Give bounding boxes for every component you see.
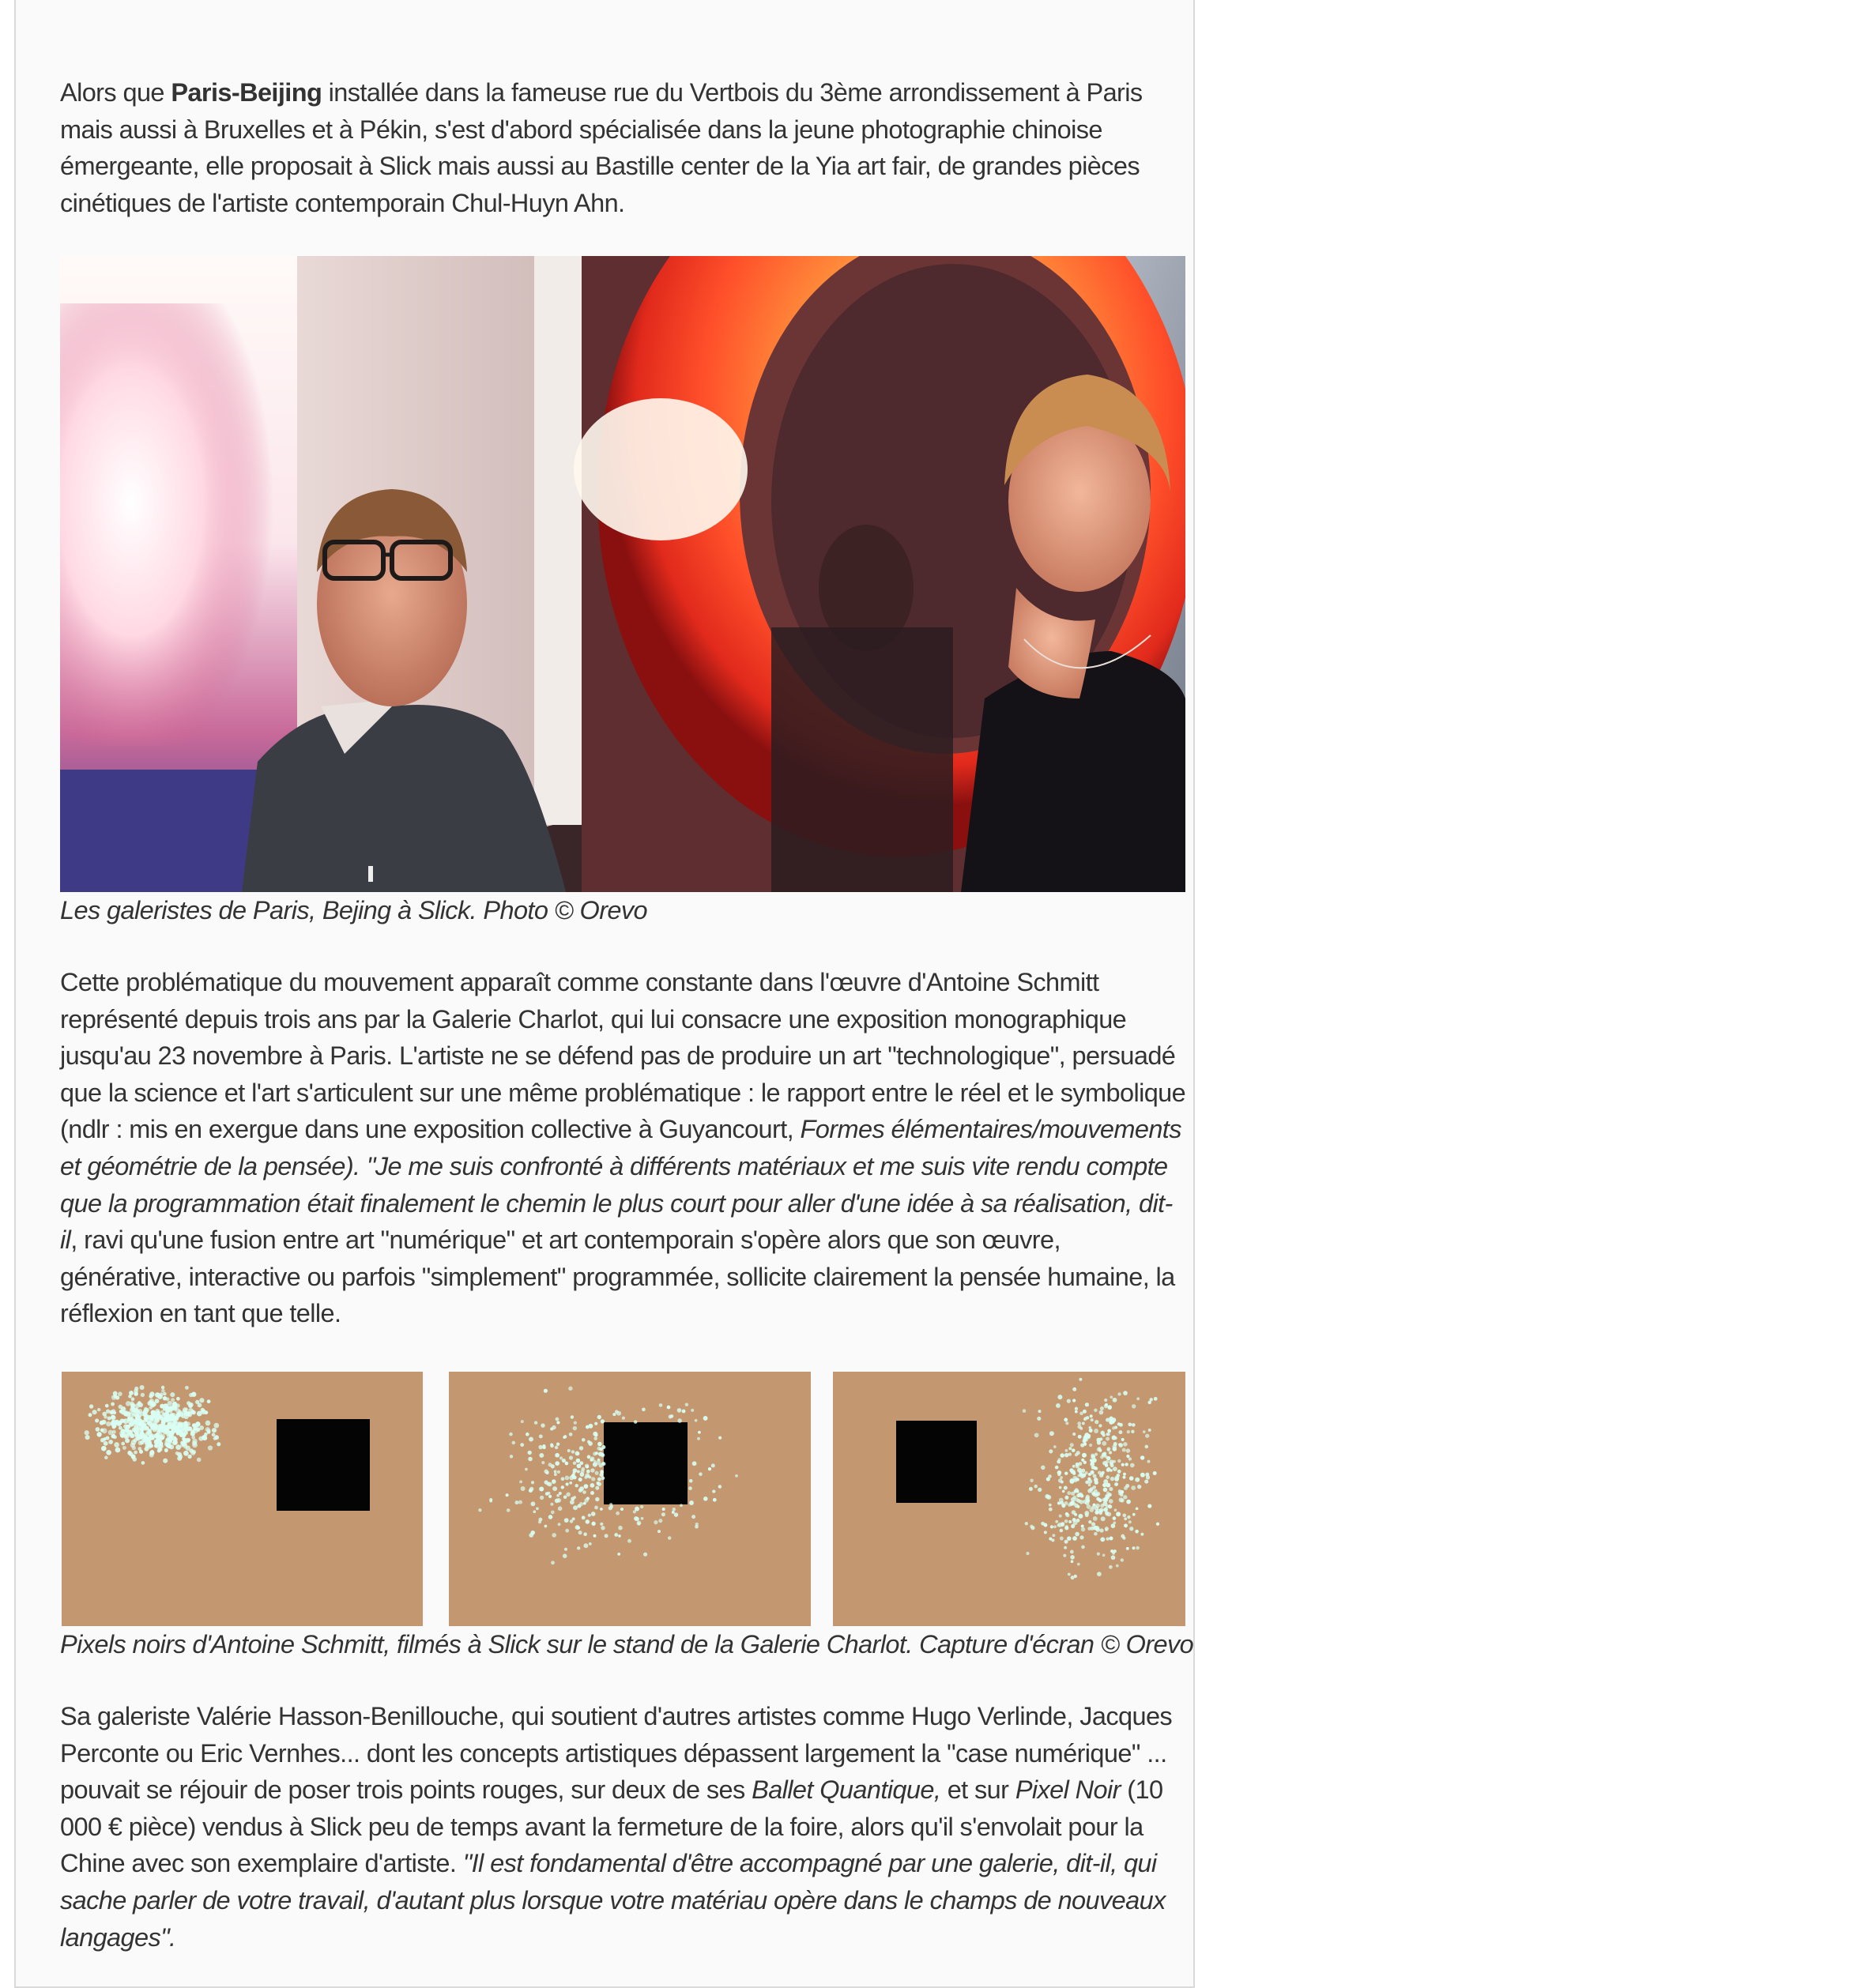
pixels-frame-3	[833, 1372, 1185, 1626]
photo-pixels-noirs	[62, 1372, 1185, 1626]
gallery-name-bold: Paris-Beijing	[171, 78, 322, 107]
para2-italic-quote: Formes élémentaires/mouvements et géométrie de la pensée). "Je me suis confronté à différents matériaux et me suis vite rendu compte que la programmation était finalement le chemin le plus court pour aller d'une idée à sa réalisation, dit-il	[60, 1115, 1181, 1255]
para2-text: Cette problématique du mouvement apparaît comme constante dans l'œuvre d'Antoine Schmitt représenté depuis trois ans par la Galerie Charlot, qui lui consacre une exposition monographique jusqu'au 23 novembre à Paris. L'artiste ne se défend pas de produire un art "technologique", persuadé que la science et l'art s'articulent sur une même problématique : le rapport entre le réel et le symbolique (ndlr : mis en exergue dans une exposition collective à Guyancourt,	[60, 968, 1186, 1144]
paragraph-gallerist	[60, 1698, 1189, 1956]
artwork-title-pixel-noir: Pixel Noir	[1015, 1775, 1121, 1805]
photo-gallerists	[60, 256, 1185, 892]
photo2-caption: Pixels noirs d'Antoine Schmitt, filmés à Slick sur le stand de la Galerie Charlot. Capture d'écran © Orevo	[60, 1630, 1194, 1659]
paragraph-movement	[60, 964, 1189, 1332]
pixels-frame-2	[449, 1372, 811, 1626]
para3-italic-quote: "Il est fondamental d'être accompagné par une galerie, dit-il, qui sache parler de votre travail, d'autant plus lorsque votre matériau opère dans le champs de nouveaux langages".	[60, 1849, 1166, 1952]
para2-text-end: , ravi qu'une fusion entre art "numérique" et art contemporain s'opère alors que son œuvre, générative, interactive ou parfois "simplement" programmée, sollicite clairement la pensée humaine, la réflexion en tant que telle.	[60, 1226, 1175, 1328]
para3-text-3: (10 000 € pièce) vendus à Slick peu de temps avant la fermeture de la foire, alors qu'il s'envolait pour la Chine avec son exemplaire d'artiste.	[60, 1775, 1163, 1878]
artwork-title-ballet-quantique: Ballet Quantique,	[752, 1775, 941, 1805]
pixels-frame-1	[62, 1372, 423, 1626]
para3-text-1: Sa galeriste Valérie Hasson-Benillouche, qui soutient d'autres artistes comme Hugo Verlinde, Jacques Perconte ou Eric Vernhes... dont les concepts artistiques dépassent largement la "case numérique" ... pouvait se réjouir de poser trois points rouges, sur deux de ses	[60, 1702, 1173, 1805]
article-column	[14, 0, 1195, 1988]
para1-text-after: installée dans la fameuse rue du Vertbois du 3ème arrondissement à Paris mais aussi à Bruxelles et à Pékin, s'est d'abord spécialisée dans la jeune photographie chinoise émergeante, elle proposait à Slick mais aussi au Bastille center de la Yia art fair, de grandes pièces cinétiques de l'artiste contemporain Chul-Huyn Ahn.	[60, 78, 1143, 217]
para3-text-2: et sur	[940, 1775, 1015, 1805]
photo1-caption: Les galeristes de Paris, Bejing à Slick. Photo © Orevo	[60, 896, 648, 924]
paragraph-intro	[60, 74, 1187, 221]
para1-text-before: Alors que	[60, 78, 171, 107]
